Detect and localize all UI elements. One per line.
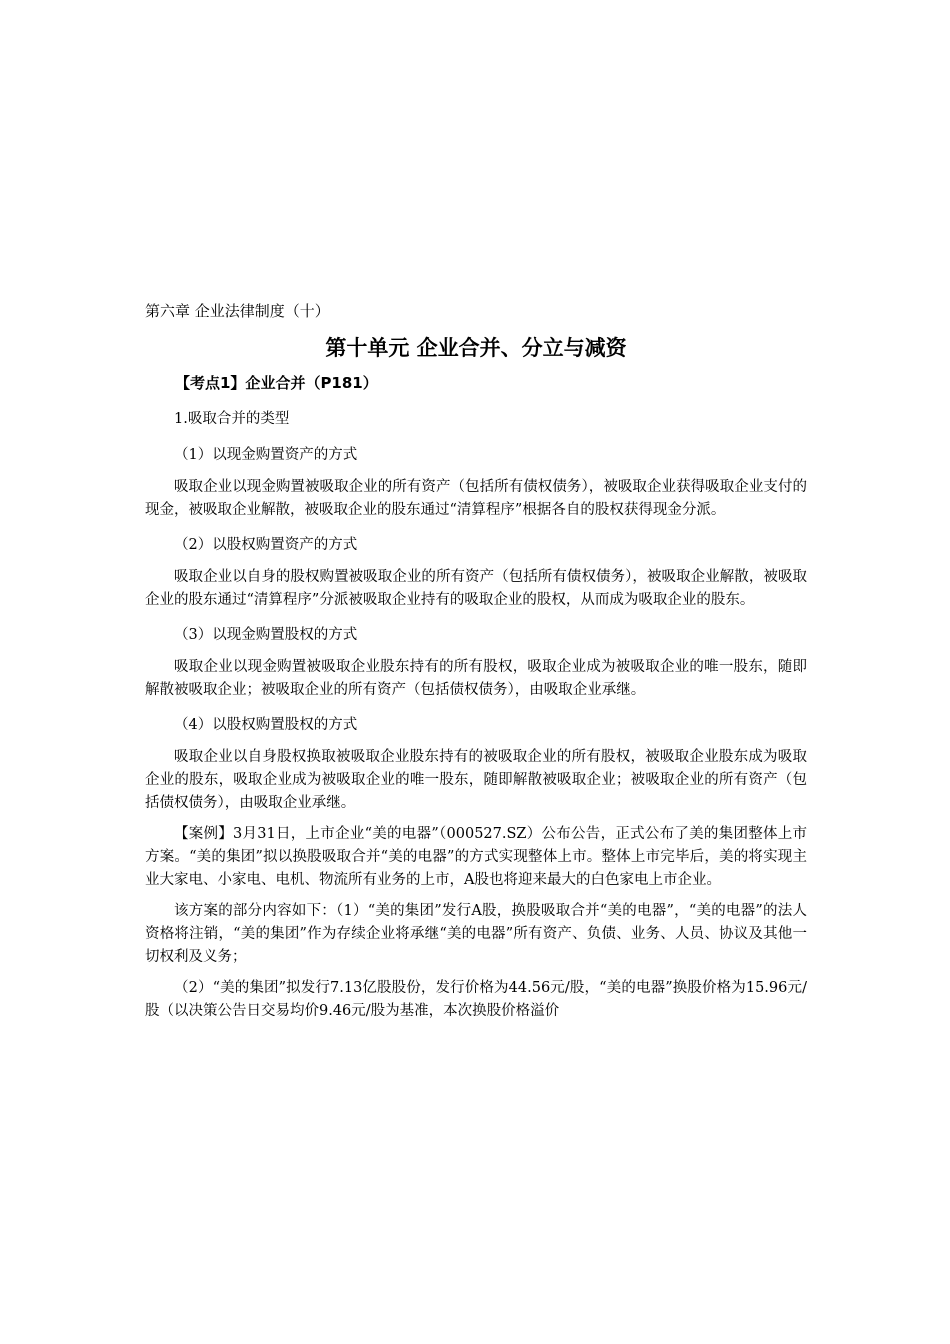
document-page	[145, 296, 807, 1031]
plan-paragraph-2: （2）“美的集团”拟发行7.13亿股股份，发行价格为44.56元/股，“美的电器”换股价格为15.96元/股（以决策公告日交易均价9.46元/股为基准，本次换股价格溢价	[145, 980, 807, 1019]
type-4-text: 吸取企业以自身股权换取被吸取企业股东持有的被吸取企业的所有股权，被吸取企业股东成为吸取企业的股东，吸取企业成为被吸取企业的唯一股东，随即解散被吸取企业；被吸取企业的所有资产（包括债权债务），由吸取企业承继。	[145, 749, 807, 811]
chapter-title: 第六章 企业法律制度（十）	[145, 302, 330, 320]
section-heading: 1.吸取合并的类型	[174, 411, 290, 427]
type-3-heading: （3）以现金购置股权的方式	[174, 627, 358, 643]
type-1-text: 吸取企业以现金购置被吸取企业的所有资产（包括所有债权债务），被吸取企业获得吸取企业支付的现金，被吸取企业解散，被吸取企业的股东通过“清算程序”根据各自的股权获得现金分派。	[145, 479, 807, 518]
type-2-text: 吸取企业以自身的股权购置被吸取企业的所有资产（包括所有债权债务），被吸取企业解散，被吸取企业的股东通过“清算程序”分派被吸取企业持有的吸取企业的股权，从而成为吸取企业的股东。	[145, 569, 807, 608]
case-paragraph: 【案例】3月31日，上市企业“美的电器”（000527.SZ）公布公告，正式公布了美的集团整体上市方案。“美的集团”拟以换股吸取合并“美的电器”的方式实现整体上市。整体上市完毕后，美的将实现主业大家电、小家电、电机、物流所有业务的上市，A股也将迎来最大的白色家电上市企业。	[145, 826, 807, 888]
plan-paragraph: 该方案的部分内容如下：（1）“美的集团”发行A股，换股吸取合并“美的电器”，“美的电器”的法人资格将注销，“美的集团”作为存续企业将承继“美的电器”所有资产、负债、业务、人员、协议及其他一切权利及义务；	[145, 903, 807, 965]
unit-title: 第十单元 企业合并、分立与减资	[325, 336, 627, 360]
type-2-heading: （2）以股权购置资产的方式	[174, 537, 358, 553]
type-4-heading: （4）以股权购置股权的方式	[174, 717, 358, 733]
type-3-text: 吸取企业以现金购置被吸取企业股东持有的所有股权，吸取企业成为被吸取企业的唯一股东，随即解散被吸取企业；被吸取企业的所有资产（包括债权债务），由吸取企业承继。	[145, 659, 807, 698]
type-1-heading: （1）以现金购置资产的方式	[174, 447, 358, 463]
kaodian-heading: 【考点1】企业合并（P181）	[175, 374, 378, 392]
